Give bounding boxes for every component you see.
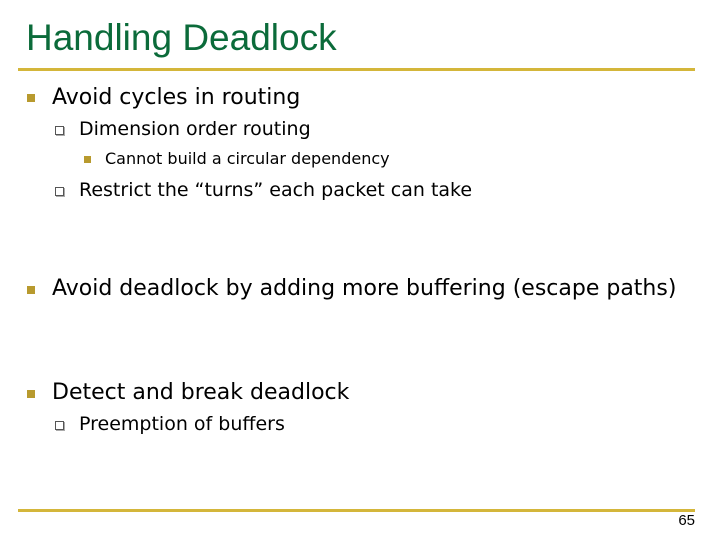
bullet-square-icon [27,286,35,294]
bullet-dimension-order-routing: Dimension order routing [79,118,311,140]
bullet-square-icon [27,94,35,102]
bullet-hollow-square-icon [55,421,64,430]
page-number: 65 [678,512,695,529]
bullet-hollow-square-icon [55,187,64,196]
bullet-detect-break: Detect and break deadlock [52,380,350,405]
bullet-hollow-square-icon [55,126,64,135]
bullet-avoid-cycles: Avoid cycles in routing [52,85,301,110]
bullet-circular-dependency: Cannot build a circular dependency [105,149,390,168]
bullet-square-icon [27,390,35,398]
bullet-small-square-icon [84,156,91,163]
slide-title: Handling Deadlock [26,17,337,58]
footer-divider [18,509,695,512]
title-divider [18,68,695,71]
bullet-preemption-buffers: Preemption of buffers [79,413,285,435]
bullet-restrict-turns: Restrict the “turns” each packet can take [79,179,473,201]
bullet-add-buffering: Avoid deadlock by adding more buffering (escape paths) [52,276,677,301]
